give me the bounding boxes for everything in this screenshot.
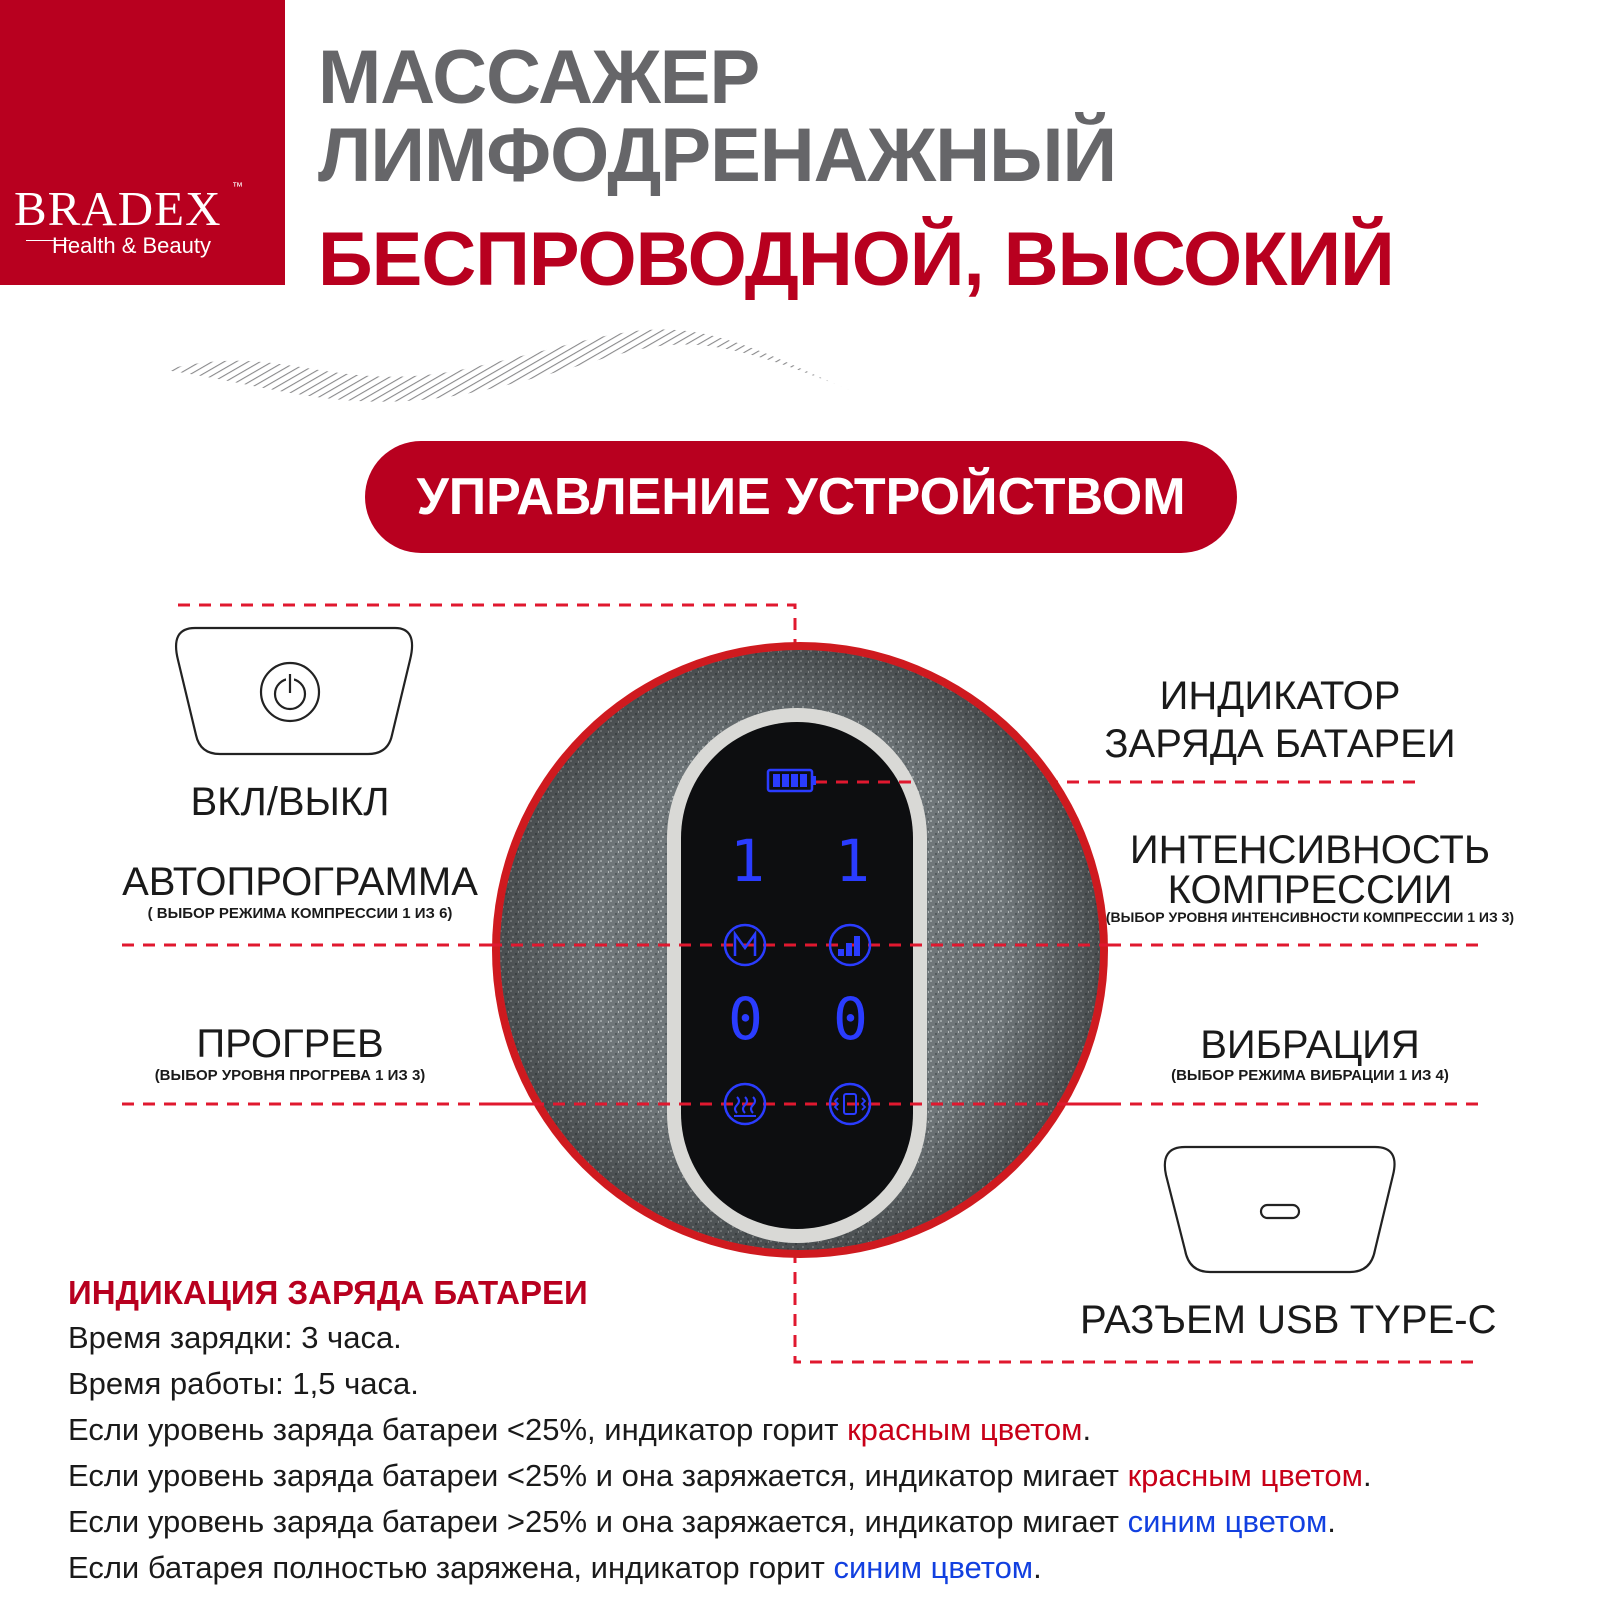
heating-hint: (ВЫБОР УРОВНЯ ПРОГРЕВА 1 ИЗ 3) <box>154 1067 426 1084</box>
battery-info-title: ИНДИКАЦИЯ ЗАРЯДА БАТАРЕИ <box>68 1274 588 1311</box>
usb-c-port-icon <box>1165 1147 1395 1272</box>
battery-rule-2-text: Если уровень заряда батареи <25% и она заряжается, индикатор мигает <box>68 1458 1128 1493</box>
display-digit-bottom-left: 0 <box>728 985 763 1053</box>
heating-label: ПРОГРЕВ <box>196 1022 384 1066</box>
battery-rule-1-text: Если уровень заряда батареи <25%, индикатор горит <box>68 1412 848 1447</box>
battery-rule-2-end: . <box>1362 1458 1372 1493</box>
battery-rule-4-end: . <box>1033 1550 1042 1585</box>
section-title-pill: УПРАВЛЕНИЕ УСТРОЙСТВОМ <box>365 441 1237 553</box>
battery-rule-3-end: . <box>1327 1504 1336 1539</box>
auto-program-hint: ( ВЫБОР РЕЖИМА КОМПРЕССИИ 1 ИЗ 6) <box>147 905 453 922</box>
display-digit-top-right: 1 <box>835 827 870 895</box>
battery-indicator-label-1: ИНДИКАТОР <box>1159 674 1401 718</box>
battery-rule-2 <box>68 1458 1372 1494</box>
power-label: ВКЛ/ВЫКЛ <box>190 780 390 824</box>
charge-time-text: Время зарядки: 3 часа. <box>68 1320 402 1355</box>
brand-subtitle: Health & Beauty <box>52 233 211 258</box>
battery-rule-4-text: Если батарея полностью заряжена, индикатор горит <box>68 1550 834 1585</box>
brand-name: BRADEX <box>14 181 222 236</box>
battery-rule-4 <box>68 1550 1042 1586</box>
battery-rule-3-color: синим цветом <box>1127 1504 1328 1539</box>
intensity-label-2: КОМПРЕССИИ <box>1167 868 1453 912</box>
auto-program-label: АВТОПРОГРАММА <box>122 860 478 904</box>
battery-rule-1-end: . <box>1082 1412 1092 1447</box>
product-title-line2: ЛИМФОДРЕНАЖНЫЙ <box>318 113 1117 198</box>
battery-rule-3 <box>68 1504 1336 1540</box>
vibration-label: ВИБРАЦИЯ <box>1200 1023 1420 1067</box>
display-digit-bottom-right: 0 <box>833 985 868 1053</box>
work-time-text: Время работы: 1,5 часа. <box>68 1366 419 1401</box>
battery-indicator-label-2: ЗАРЯДА БАТАРЕИ <box>1104 722 1456 766</box>
battery-rule-1 <box>68 1412 1091 1448</box>
usb-label: РАЗЪЕМ USB TYPE-C <box>1080 1298 1497 1342</box>
product-title-line3: БЕСПРОВОДНОЙ, ВЫСОКИЙ <box>318 217 1394 302</box>
intensity-label-1: ИНТЕНСИВНОСТЬ <box>1129 828 1491 872</box>
brand-trademark: ™ <box>232 181 243 193</box>
display-digit-top-left: 1 <box>730 827 765 895</box>
intensity-hint: (ВЫБОР УРОВНЯ ИНТЕНСИВНОСТИ КОМПРЕССИИ 1 ИЗ 3) <box>1105 909 1515 925</box>
battery-rule-1-color: красным цветом <box>847 1412 1083 1447</box>
product-title-line1: МАССАЖЕР <box>318 35 760 120</box>
power-icon <box>176 628 412 754</box>
battery-rule-2-color: красным цветом <box>1127 1458 1363 1493</box>
battery-rule-3-text: Если уровень заряда батареи >25% и она заряжается, индикатор мигает <box>68 1504 1128 1539</box>
vibration-hint: (ВЫБОР РЕЖИМА ВИБРАЦИИ 1 ИЗ 4) <box>1171 1067 1449 1084</box>
battery-rule-4-color: синим цветом <box>833 1550 1034 1585</box>
